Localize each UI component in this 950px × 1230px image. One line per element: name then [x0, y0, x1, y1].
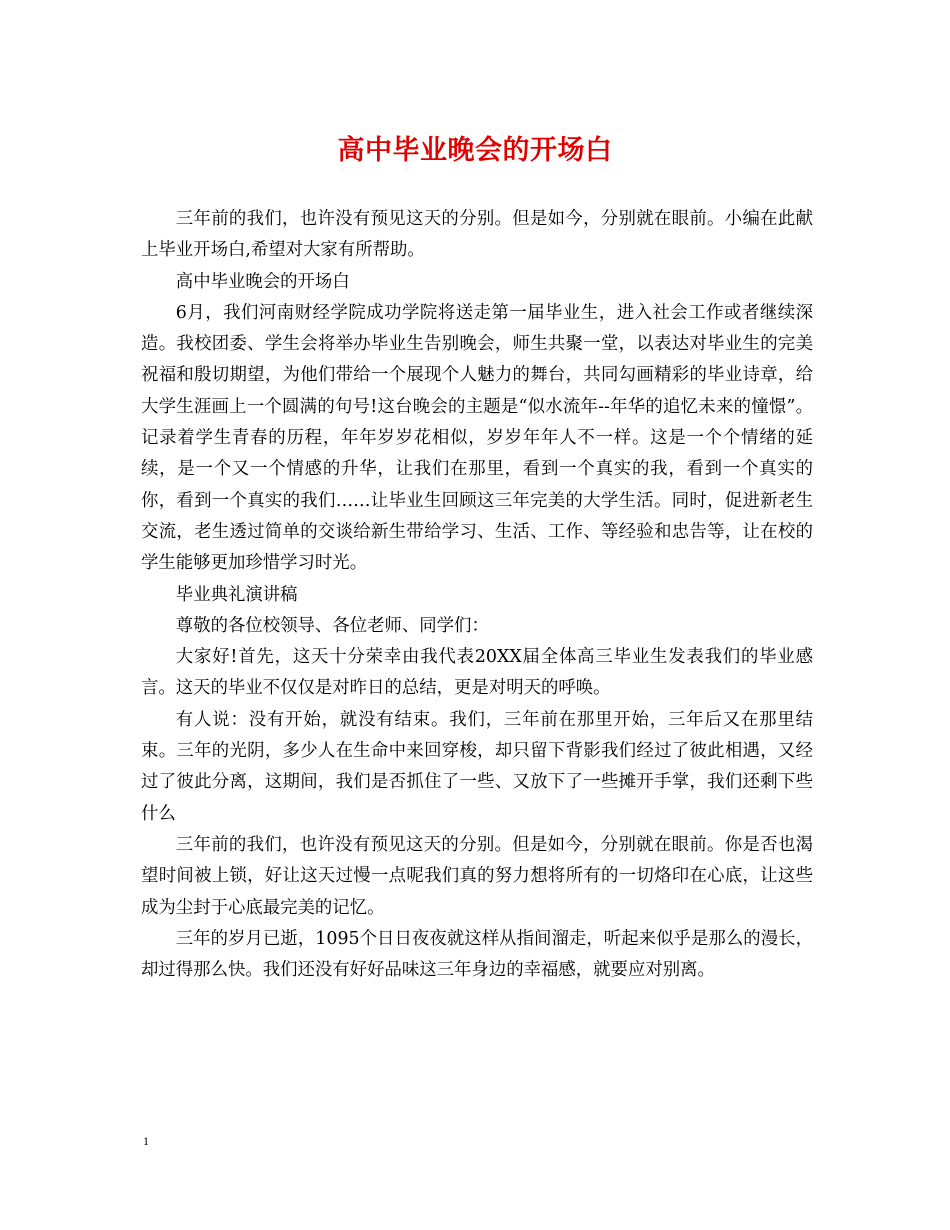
paragraph-subheading-opening: 高中毕业晚会的开场白	[175, 271, 350, 292]
paragraph-farewell: 三年前的我们，也许没有预见这天的分别。但是如今，分别就在眼前。你是否也渴望时间被上锁，好让这天过慢一点呢我们真的努力想将所有的一切烙印在心底，让这些成为尘封于心底最完美的记忆。	[141, 834, 813, 918]
paragraph-salutation: 尊敬的各位校领导、各位老师、同学们：	[175, 615, 489, 636]
paragraph-subheading-speech: 毕业典礼演讲稿	[175, 584, 298, 605]
document-body	[141, 204, 813, 986]
paragraph-greeting: 大家好!首先，这天十分荣幸由我代表20XX届全体高三毕业生发表我们的毕业感言。这天的毕业不仅仅是对昨日的总结，更是对明天的呼唤。	[141, 647, 813, 699]
paragraph-beginning-ending: 有人说：没有开始，就没有结束。我们，三年前在那里开始，三年后又在那里结束。三年的光阴，多少人在生命中来回穿梭，却只留下背影我们经过了彼此相遇，又经过了彼此分离，这期间，我们是否抓住了一些、又放下了一些摊开手掌，我们还剩下些什么	[141, 709, 813, 824]
paragraph-intro: 三年前的我们，也许没有预见这天的分别。但是如今，分别就在眼前。小编在此献上毕业开场白,希望对大家有所帮助。	[141, 209, 813, 261]
page-number: 1	[143, 1134, 149, 1148]
paragraph-years-passed: 三年的岁月已逝，1095个日日夜夜就这样从指间溜走，听起来似乎是那么的漫长，却过得那么快。我们还没有好好品味这三年身边的幸福感，就要应对别离。	[141, 928, 813, 981]
document-title: 高中毕业晚会的开场白	[337, 135, 613, 166]
paragraph-event-description: 6月，我们河南财经学院成功学院将送走第一届毕业生，进入社会工作或者继续深造。我校团委、学生会将举办毕业生告别晚会，师生共聚一堂，以表达对毕业生的完美祝福和殷切期望，为他们带给一个展现个人魅力的舞台，共同勾画精彩的毕业诗章，给大学生涯画上一个圆满的句号!这台晚会的主题是“似水流年--年华的追忆未来的憧憬”。记录着学生青春的历程，年年岁岁花相似，岁岁年年人不一样。这是一个个情绪的延续，是一个又一个情感的升华，让我们在那里，看到一个真实的我，看到一个真实的你，看到一个真实的我们……让毕业生回顾这三年完美的大学生活。同时，促进新老生交流，老生透过简单的交谈给新生带给学习、生活、工作、等经验和忠告等，让在校的学生能够更加珍惜学习时光。	[141, 302, 813, 574]
